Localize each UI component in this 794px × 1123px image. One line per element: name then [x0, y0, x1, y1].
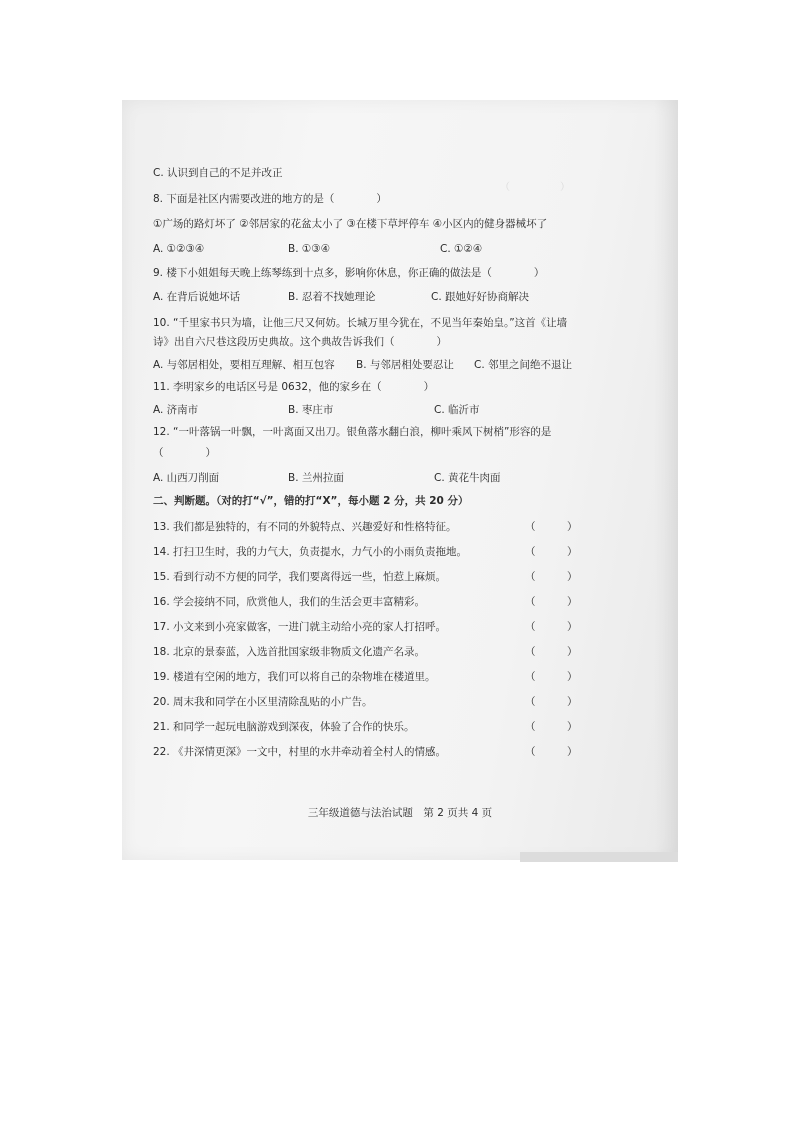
- answer-blank[interactable]: （ ）: [525, 696, 578, 708]
- page-fold-shadow: [520, 852, 678, 862]
- q12-option-c: C. 黄花牛肉面: [434, 472, 501, 484]
- q9-option-b: B. 忍着不找她理论: [288, 291, 376, 303]
- answer-blank[interactable]: （ ）: [525, 546, 578, 558]
- judgment-item: 14. 打扫卫生时，我的力气大，负责提水，力气小的小雨负责拖地。: [153, 546, 468, 558]
- q9-stem: 9. 楼下小姐姐每天晚上练琴练到十点多，影响你休息，你正确的做法是（ ）: [153, 267, 545, 279]
- judgment-item: 13. 我们都是独特的，有不同的外貌特点、兴趣爱好和性格特征。: [153, 521, 457, 533]
- answer-blank[interactable]: （ ）: [525, 721, 578, 733]
- q9-option-c: C. 跟她好好协商解决: [431, 291, 530, 303]
- judgment-item: 16. 学会接纳不同，欣赏他人，我们的生活会更丰富精彩。: [153, 596, 426, 608]
- judgment-item: 19. 楼道有空闲的地方，我们可以将自己的杂物堆在楼道里。: [153, 671, 436, 683]
- q11-option-b: B. 枣庄市: [288, 404, 334, 416]
- page-edge: [654, 100, 678, 860]
- page-footer: 三年级道德与法治试题 第 2 页共 4 页: [307, 807, 493, 819]
- judgment-item: 20. 周末我和同学在小区里清除乱贴的小广告。: [153, 696, 373, 708]
- judgment-item: 22. 《井深情更深》一文中，村里的水井牵动着全村人的情感。: [153, 746, 447, 758]
- answer-blank[interactable]: （ ）: [525, 571, 578, 583]
- q11-option-c: C. 临沂市: [434, 404, 480, 416]
- bleed-through-text: [562, 250, 592, 265]
- answer-blank[interactable]: （ ）: [525, 521, 578, 533]
- q12-option-a: A. 山西刀削面: [153, 472, 220, 484]
- q12-stem-line1: 12. “一叶落锅一叶飘，一叶离面又出刀。银鱼落水翻白浪，柳叶乘风下树梢”形容的是: [153, 426, 552, 438]
- judgment-item: 17. 小文来到小亮家做客，一进门就主动给小亮的家人打招呼。: [153, 621, 447, 633]
- answer-blank[interactable]: （ ）: [525, 621, 578, 633]
- answer-blank[interactable]: （ ）: [525, 596, 578, 608]
- q8-option-c: C. ①②④: [440, 243, 483, 255]
- section-2-heading: 二、判断题。（对的打“√”，错的打“X”，每小题 2 分，共 20 分）: [153, 495, 469, 507]
- judgment-item: 21. 和同学一起玩电脑游戏到深夜，体验了合作的快乐。: [153, 721, 415, 733]
- q12-stem-line2: （ ）: [153, 447, 216, 459]
- answer-blank[interactable]: （ ）: [525, 746, 578, 758]
- q8-option-b: B. ①③④: [288, 243, 331, 255]
- q12-option-b: B. 兰州拉面: [288, 472, 344, 484]
- judgment-item: 15. 看到行动不方便的同学，我们要离得远一些，怕惹上麻烦。: [153, 571, 447, 583]
- q10-stem-line2: 诗》出自六尺巷这段历史典故。这个典故告诉我们（ ）: [153, 336, 447, 348]
- q9-option-a: A. 在背后说她坏话: [153, 291, 241, 303]
- q11-option-a: A. 济南市: [153, 404, 199, 416]
- q8-option-a: A. ①②③④: [153, 243, 205, 255]
- exam-page: [122, 100, 678, 860]
- q11-stem: 11. 李明家乡的电话区号是 0632，他的家乡在（ ）: [153, 381, 435, 393]
- bleed-through-text: （ ）: [500, 182, 570, 193]
- answer-blank[interactable]: （ ）: [525, 671, 578, 683]
- judgment-item: 18. 北京的景泰蓝，入选首批国家级非物质文化遗产名录。: [153, 646, 426, 658]
- bleed-through-text: [542, 204, 582, 219]
- q8-items: ①广场的路灯坏了 ②邻居家的花盆太小了 ③在楼下草坪停车 ④小区内的健身器械坏了: [153, 218, 548, 230]
- q8-stem: 8. 下面是社区内需要改进的地方的是（ ）: [153, 193, 387, 205]
- q10-option-a: A. 与邻居相处，要相互理解、相互包容: [153, 359, 335, 371]
- answer-blank[interactable]: （ ）: [525, 646, 578, 658]
- q10-option-b: B. 与邻居相处要忍让: [356, 359, 454, 371]
- q7-option-c: C. 认识到自己的不足并改正: [153, 167, 283, 179]
- q10-stem-line1: 10. “千里家书只为墙，让他三尺又何妨。长城万里今犹在，不见当年秦始皇。”这首《让墙: [153, 317, 568, 329]
- q10-option-c: C. 邻里之间绝不退让: [474, 359, 573, 371]
